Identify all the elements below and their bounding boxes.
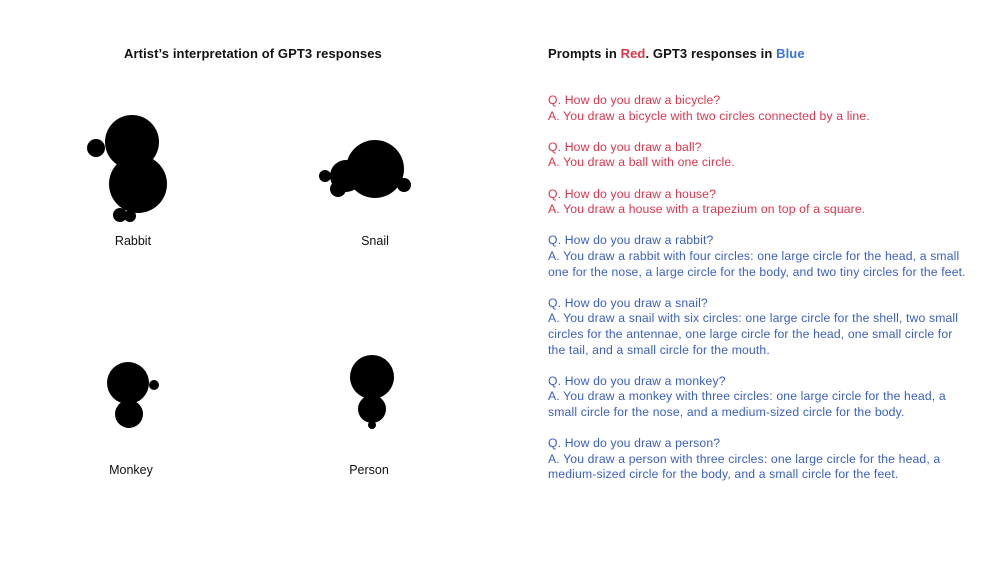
qa-item xyxy=(548,374,968,421)
heading-prefix: Prompts in xyxy=(548,46,621,61)
heading-blue-word: Blue xyxy=(776,46,805,61)
question-text: Q. How do you draw a monkey? xyxy=(548,373,726,388)
person-caption: Person xyxy=(349,463,389,477)
heading-red-word: Red xyxy=(620,46,646,61)
snail-figure xyxy=(316,136,416,202)
qa-item xyxy=(548,93,968,124)
question-text: Q. How do you draw a snail? xyxy=(548,295,708,310)
qa-item xyxy=(548,436,968,483)
left-heading: Artist’s interpretation of GPT3 responses xyxy=(124,46,382,61)
monkey-caption: Monkey xyxy=(109,463,153,477)
right-heading xyxy=(548,46,805,61)
monkey-figure xyxy=(100,358,164,432)
monkey-drawing xyxy=(100,358,164,432)
qa-item xyxy=(548,233,968,280)
person-figure xyxy=(344,352,400,434)
question-text: Q. How do you draw a ball? xyxy=(548,139,702,154)
person-head-circle xyxy=(350,355,394,399)
question-text: Q. How do you draw a rabbit? xyxy=(548,233,714,248)
answer-text: A. You draw a house with a trapezium on top of a square. xyxy=(548,202,866,217)
monkey-head-circle xyxy=(107,362,149,404)
snail-caption: Snail xyxy=(361,234,389,248)
qa-list xyxy=(548,93,968,498)
answer-text: A. You draw a snail with six circles: one large circle for the shell, two small circles for the antennae, one large circle for the head, one small circle for the tail, and a small circle for the mouth. xyxy=(548,311,959,357)
rabbit-figure xyxy=(82,112,172,224)
rabbit-caption: Rabbit xyxy=(114,234,152,248)
qa-item xyxy=(548,296,968,358)
monkey-nose-circle xyxy=(149,380,159,390)
question-text: Q. How do you draw a person? xyxy=(548,436,721,451)
rabbit-nose-circle xyxy=(87,139,105,157)
snail-antenna-circle xyxy=(319,170,331,182)
rabbit-body-circle xyxy=(109,155,167,213)
answer-text: A. You draw a rabbit with four circles: one large circle for the head, a small one for the nose, a large circle for the body, and two tiny circles for the feet. xyxy=(548,248,966,279)
monkey-body-circle xyxy=(115,400,143,428)
heading-middle: . GPT3 responses in xyxy=(645,46,777,61)
qa-item xyxy=(548,140,968,171)
question-text: Q. How do you draw a house? xyxy=(548,186,716,201)
rabbit-drawing xyxy=(82,112,172,224)
qa-item xyxy=(548,187,968,218)
snail-antenna-circle xyxy=(330,181,346,197)
person-feet-circle xyxy=(368,421,376,429)
answer-text: A. You draw a ball with one circle. xyxy=(548,155,735,170)
answer-text: A. You draw a monkey with three circles: one large circle for the head, a small circle for the nose, and a medium-sized circle for the body. xyxy=(548,389,946,419)
question-text: Q. How do you draw a bicycle? xyxy=(548,93,721,107)
answer-text: A. You draw a person with three circles: one large circle for the head, a medium-sized circle for the body, and a small circle for the feet. xyxy=(548,451,941,482)
answer-text: A. You draw a bicycle with two circles connected by a line. xyxy=(548,108,870,123)
snail-tail-circle xyxy=(397,178,411,192)
snail-drawing xyxy=(316,136,416,202)
person-body-circle xyxy=(358,395,386,423)
person-drawing xyxy=(344,352,400,434)
rabbit-foot-circle xyxy=(124,210,136,222)
